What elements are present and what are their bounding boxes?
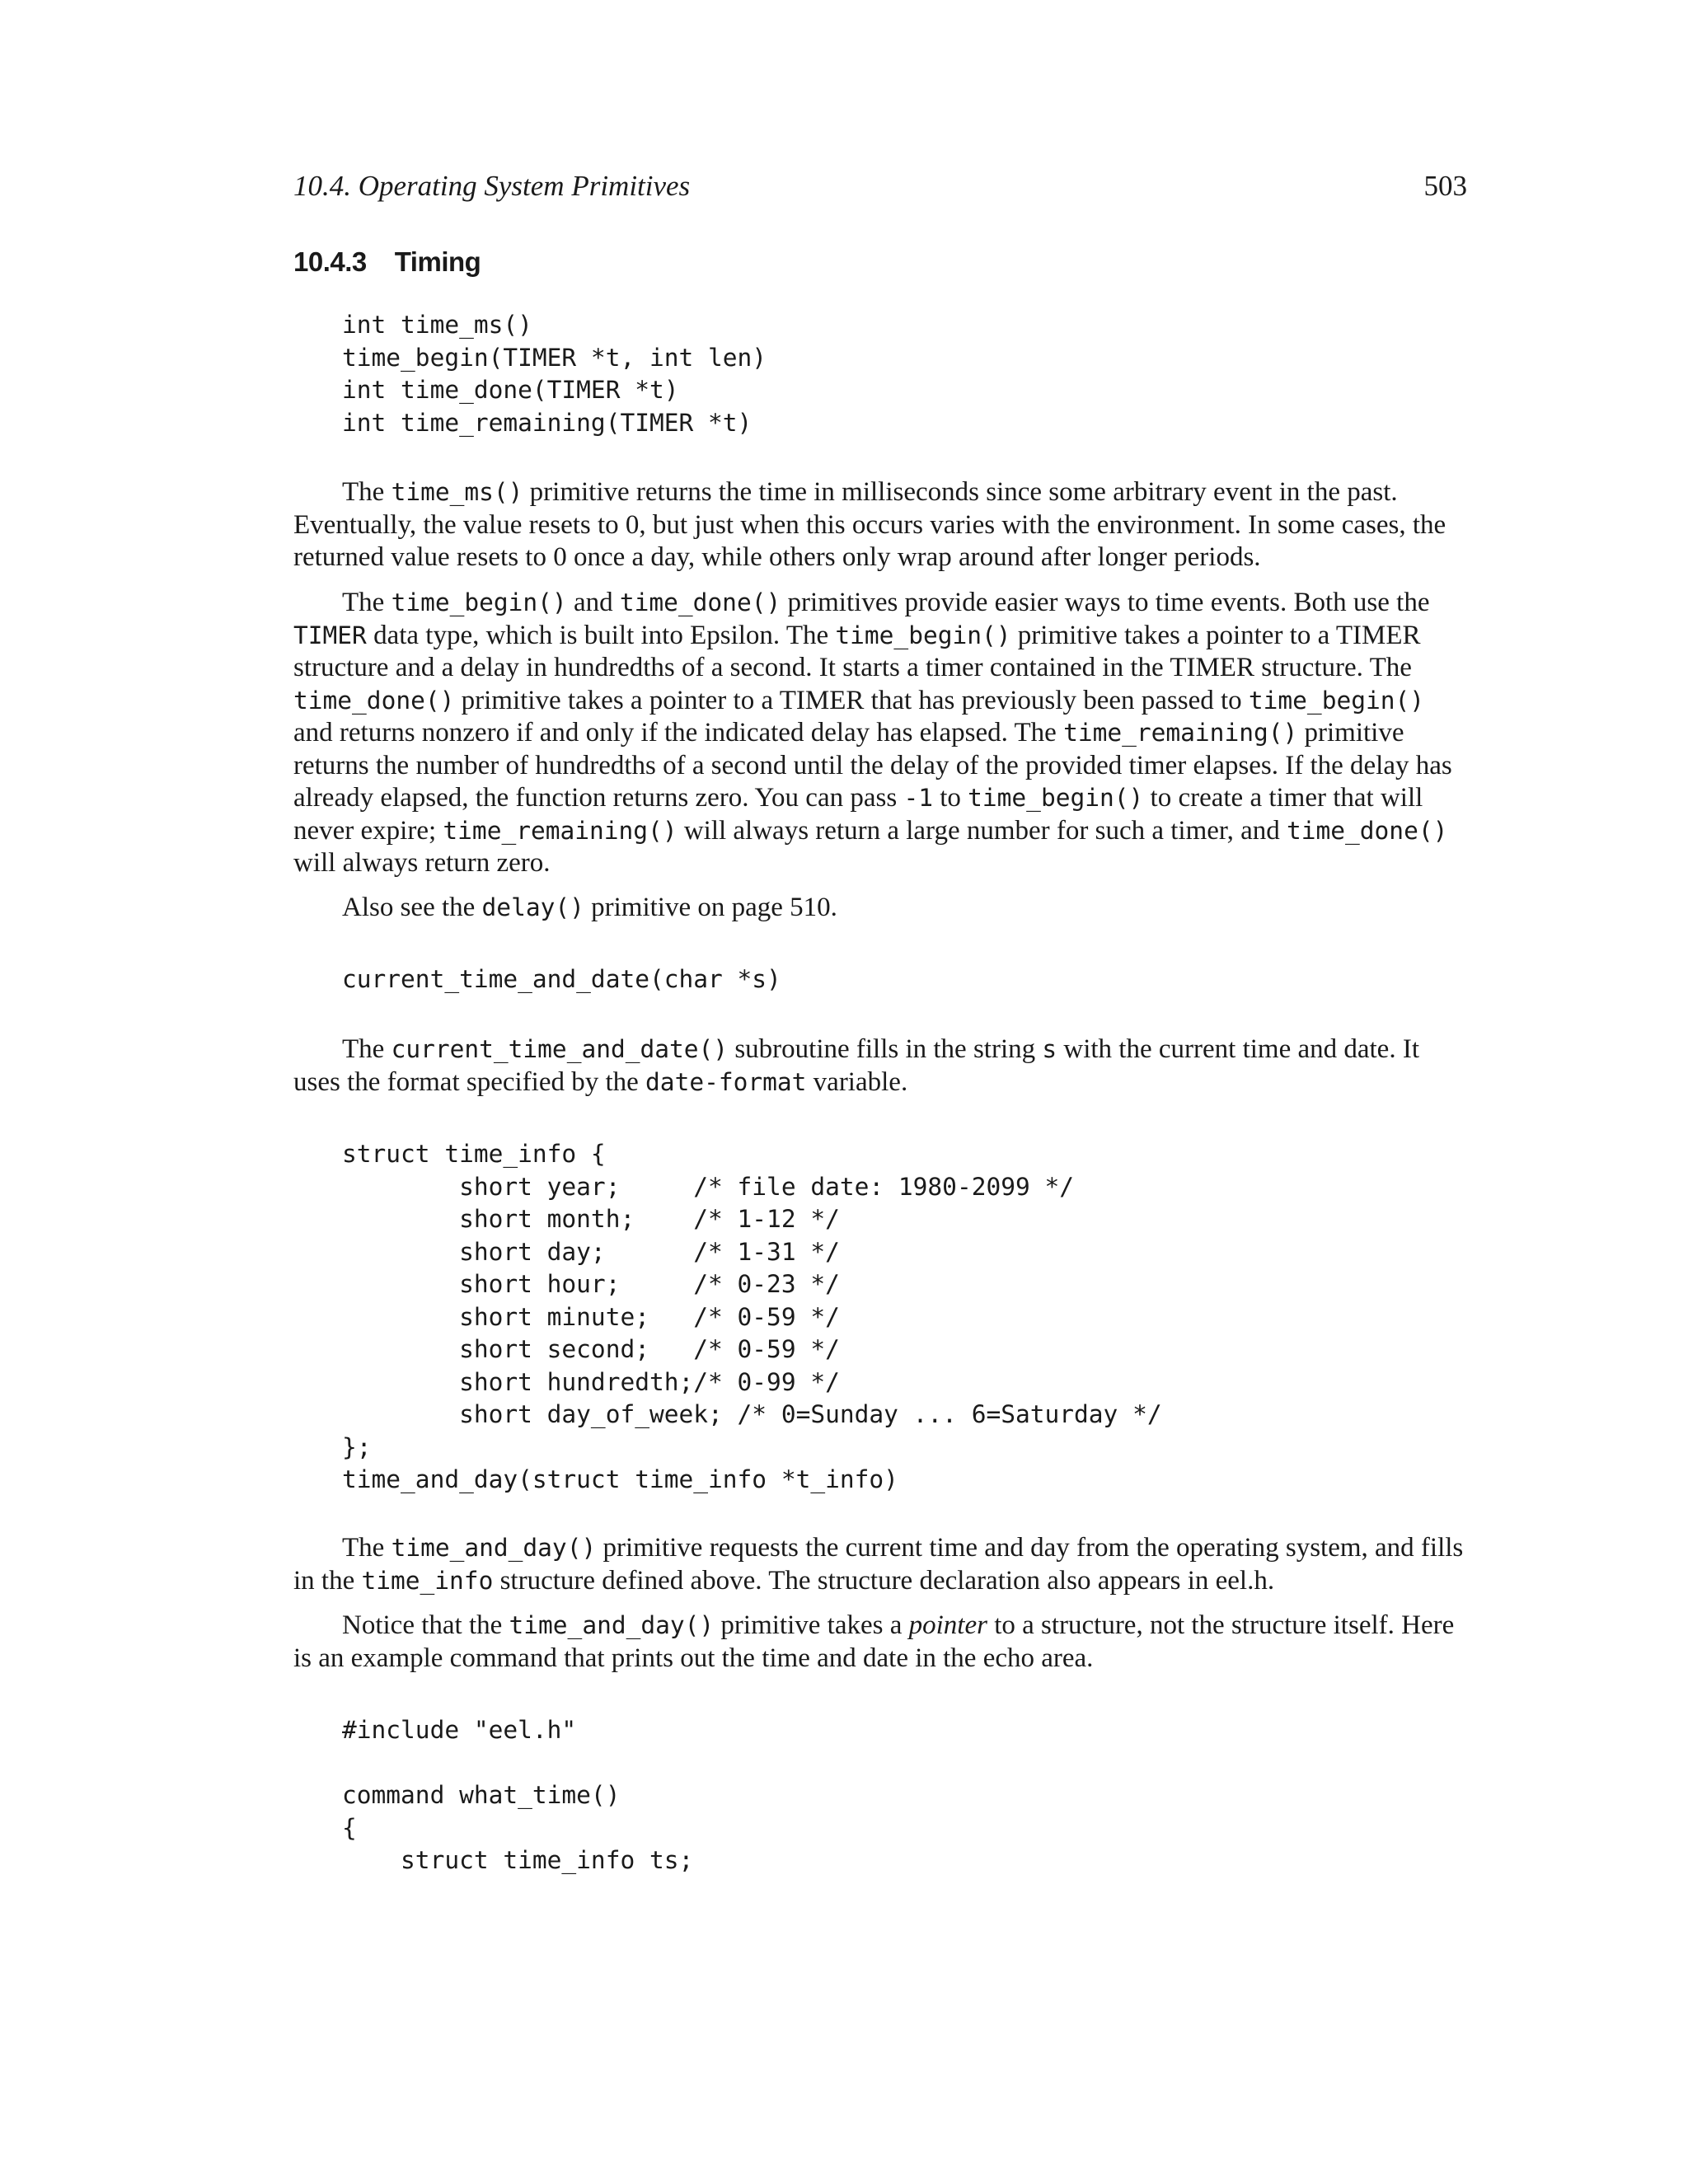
inline-code: current_time_and_date() xyxy=(391,1035,729,1063)
section-number: 10.4.3 xyxy=(293,246,367,277)
inline-code: date-format xyxy=(645,1067,807,1096)
code-block-example-command: #include "eel.h" command what_time() { struct time_info ts; xyxy=(342,1716,694,1874)
inline-code: time_ms() xyxy=(391,478,523,506)
inline-code: time_done() xyxy=(1286,816,1448,845)
paragraph-see-delay: Also see the delay() primitive on page 510. xyxy=(342,893,837,922)
emphasis: pointer xyxy=(908,1610,987,1640)
section-heading xyxy=(293,244,481,280)
inline-code: time_remaining() xyxy=(1063,719,1298,747)
inline-code: time_begin() xyxy=(1248,686,1425,715)
paragraph-current-time-and-date: The current_time_and_date() subroutine fills in the string s with the current time and date. It uses the format specified by the date-format variable. xyxy=(293,1034,1419,1097)
inline-code: time_info xyxy=(361,1566,494,1595)
paragraph-time-ms: The time_ms() primitive returns the time in milliseconds since some arbitrary event in the past. Eventually, the value resets to 0, but just when this occurs varies with the environment. In some cases, the returned value resets to 0 once a day, while others only wrap around after longer periods. xyxy=(293,477,1447,572)
inline-code: s xyxy=(1042,1035,1057,1063)
code-block-current-time-and-date: current_time_and_date(char *s) xyxy=(342,965,781,993)
paragraph-pointer-note: Notice that the time_and_day() primitive takes a pointer to a structure, not the structure itself. Here is an example command that prints out the time and date in the echo area. xyxy=(293,1610,1455,1673)
inline-code: -1 xyxy=(903,784,933,812)
inline-code: time_done() xyxy=(619,588,781,616)
section-title-text: Timing xyxy=(394,246,481,277)
paragraph-timer: The time_begin() and time_done() primitives provide easier ways to time events. Both use the TIMER data type, which is built into Epsilon. The time_begin() primitive takes a pointer to a TIMER structure and a delay in hundredths of a second. It starts a timer contained in the TIMER structure. The time_done() primitive takes a pointer to a TIMER that has previously been passed to time_begin() and returns nonzero if and only if the indicated delay has elapsed. The time_remaining() primitive returns the number of hundredths of a second until the delay of the provided timer elapses. If the delay has already elapsed, the function returns zero. You can pass -1 to time_begin() to create a timer that will never expire; time_remaining() will always return a large number for such a timer, and time_done() will always return zero. xyxy=(293,588,1452,878)
paragraph-time-and-day: The time_and_day() primitive requests the current time and day from the operating system, and fills in the time_info structure defined above. The structure declaration also appears in eel.h. xyxy=(293,1533,1464,1596)
inline-code: time_begin() xyxy=(835,621,1011,649)
inline-code: time_begin() xyxy=(968,784,1144,812)
code-block-time-info-struct: struct time_info { short year; /* file date: 1980-2099 */ short month; /* 1-12 */ short day; /* 1-31 */ short hour; /* 0-23 */ short minute; /* 0-59 */ short second; /* 0-59 */ short hundredth;/* 0-99 */ short day_of_week; /* 0=Sunday ... 6=Saturday */ }; time_and_day(struct time_info *t_info) xyxy=(342,1140,1162,1493)
inline-code: delay() xyxy=(481,893,584,921)
inline-code: time_remaining() xyxy=(443,816,678,845)
inline-code: time_begin() xyxy=(391,588,567,616)
code-block-timing-declarations: int time_ms() time_begin(TIMER *t, int len) int time_done(TIMER *t) int time_remaining(TIMER *t) xyxy=(342,311,767,437)
inline-code: time_and_day() xyxy=(509,1611,715,1639)
inline-code: time_and_day() xyxy=(391,1534,597,1562)
inline-code: TIMER xyxy=(293,621,367,649)
running-header-section: 10.4. Operating System Primitives xyxy=(293,170,691,202)
inline-code: time_done() xyxy=(293,686,455,715)
page-number: 503 xyxy=(1423,170,1467,202)
